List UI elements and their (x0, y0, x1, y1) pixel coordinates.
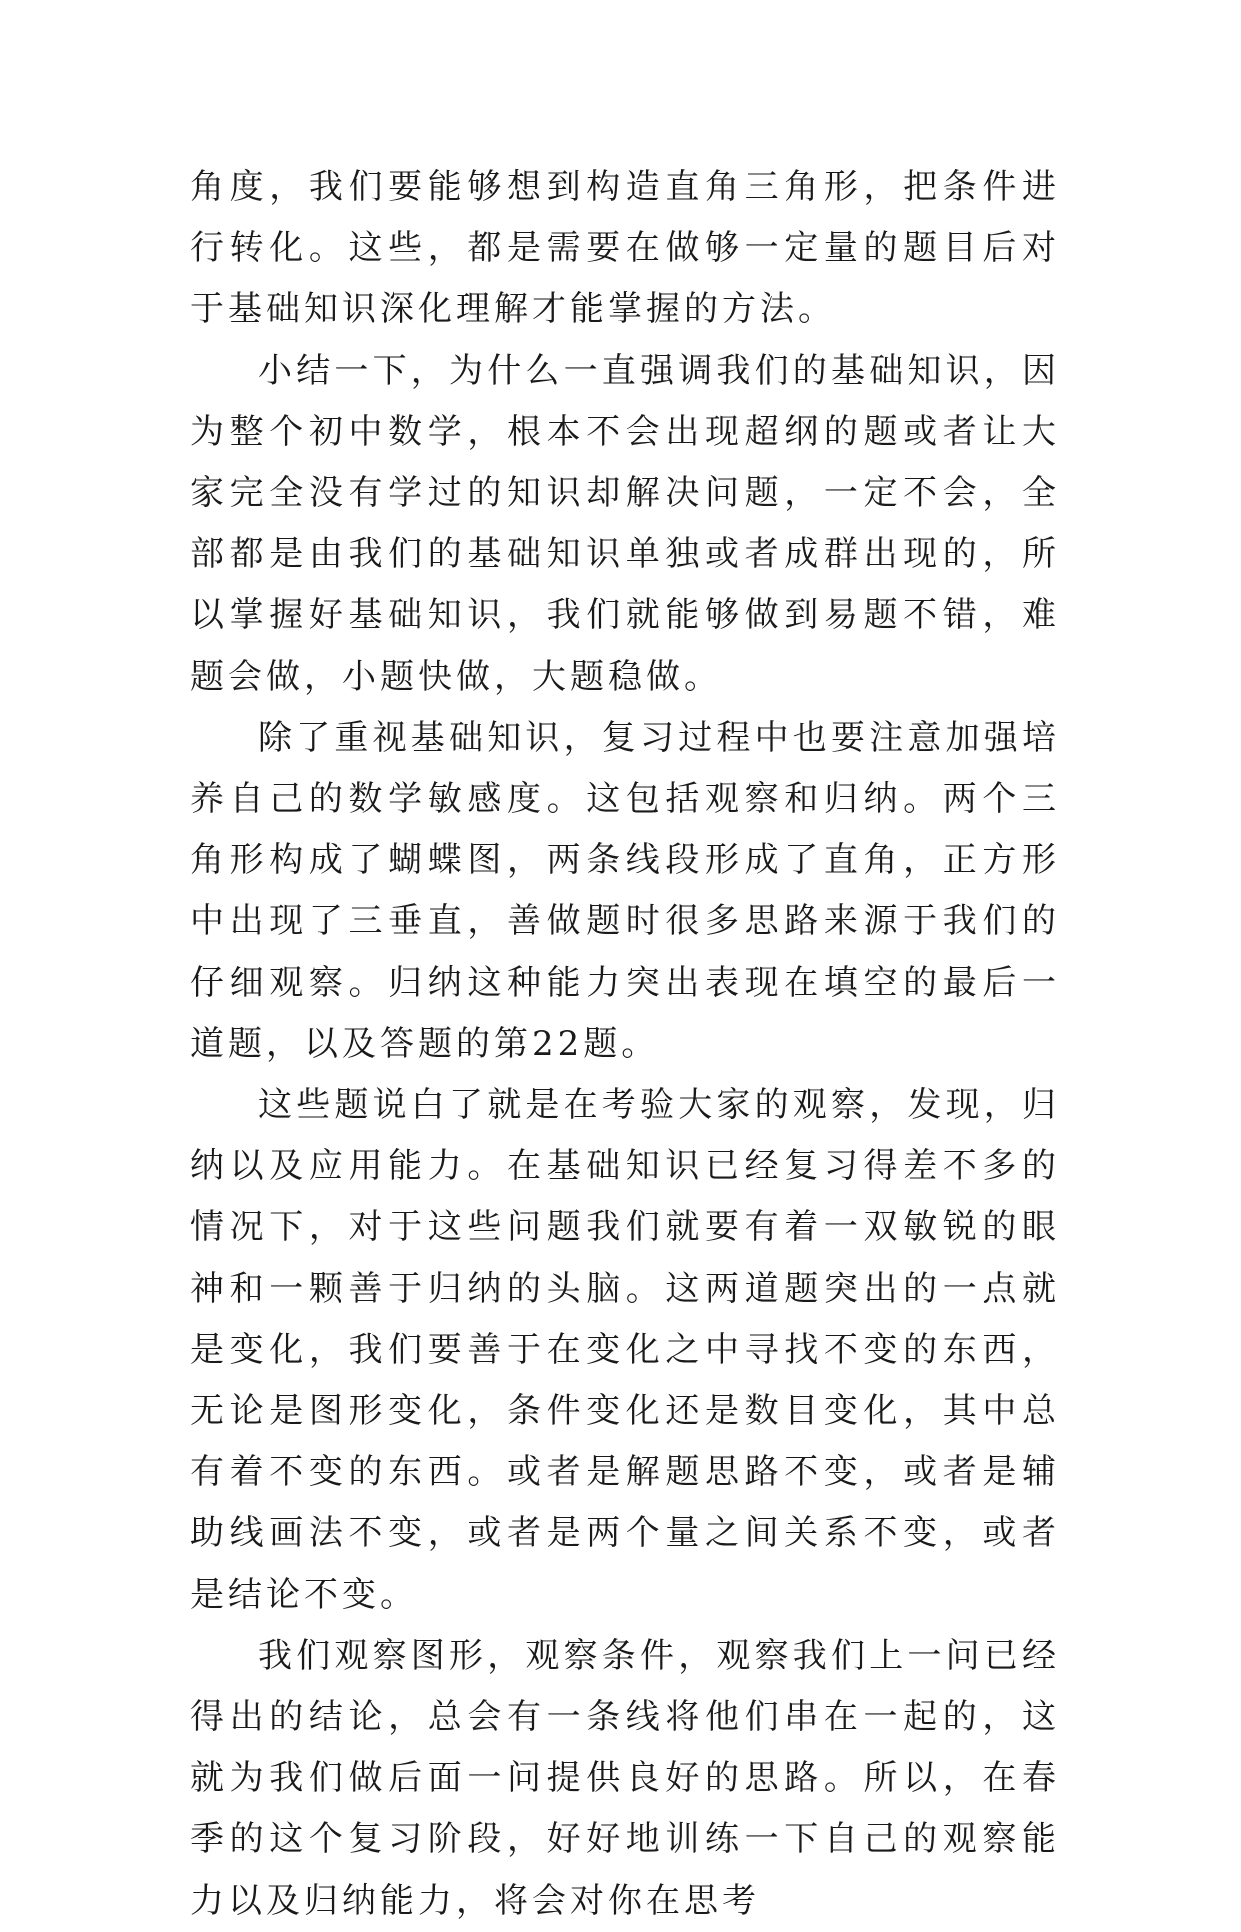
paragraph-5: 我们观察图形，观察条件，观察我们上一问已经得出的结论，总会有一条线将他们串在一起的，这就为我们做后面一问提供良好的思路。所以，在春季的这个复习阶段，好好地训练一下自己的观察能力以及归纳能力，将会对你在思考 (190, 1635, 1060, 1921)
paragraph-1: 角度，我们要能够想到构造直角三角形，把条件进行转化。这些，都是需要在做够一定量的题目后对于基础知识深化理解才能掌握的方法。 (190, 167, 1060, 330)
paragraph-3: 除了重视基础知识，复习过程中也要注意加强培养自己的数学敏感度。这包括观察和归纳。两个三角形构成了蝴蝶图，两条线段形成了直角，正方形中出现了三垂直，善做题时很多思路来源于我们的仔细观察。归纳这种能力突出表现在填空的最后一道题，以及答题的第22题。 (190, 717, 1060, 1064)
paragraph-4: 这些题说白了就是在考验大家的观察，发现，归纳以及应用能力。在基础知识已经复习得差不多的情况下，对于这些问题我们就要有着一双敏锐的眼神和一颗善于归纳的头脑。这两道题突出的一点就是变化，我们要善于在变化之中寻找不变的东西，无论是图形变化，条件变化还是数目变化，其中总有着不变的东西。或者是解题思路不变，或者是辅助线画法不变，或者是两个量之间关系不变，或者是结论不变。 (190, 1085, 1060, 1615)
paragraph-2: 小结一下，为什么一直强调我们的基础知识，因为整个初中数学，根本不会出现超纲的题或者让大家完全没有学过的知识却解决问题，一定不会，全部都是由我们的基础知识单独或者成群出现的，所以掌握好基础知识，我们就能够做到易题不错，难题会做，小题快做，大题稳做。 (190, 350, 1060, 697)
document-body (190, 157, 1060, 1932)
